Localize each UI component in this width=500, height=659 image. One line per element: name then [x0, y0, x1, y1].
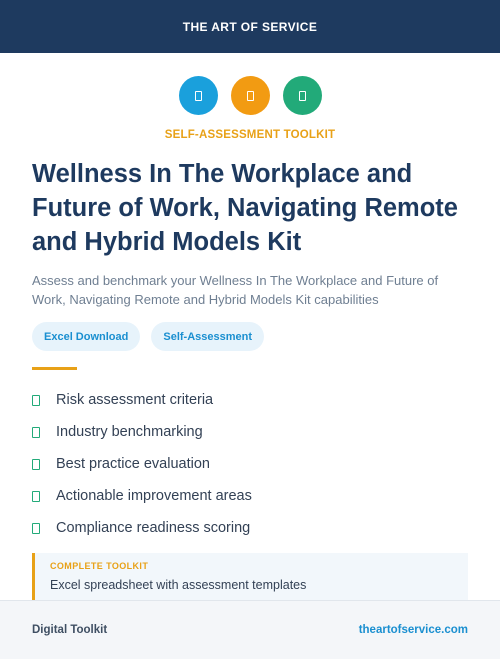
check-icon [32, 523, 40, 534]
check-icon [32, 459, 40, 470]
feature-label: Industry benchmarking [56, 424, 203, 440]
footer [0, 600, 500, 659]
feature-item [32, 384, 252, 416]
feature-label: Actionable improvement areas [56, 488, 252, 504]
accent-divider [32, 367, 77, 370]
tag-excel-download: Excel Download [32, 322, 140, 351]
callout-label: COMPLETE TOOLKIT [50, 561, 149, 571]
tag-list [32, 322, 264, 351]
document-icon [231, 76, 270, 115]
kicker-label: SELF-ASSESSMENT TOOLKIT [164, 129, 336, 141]
callout-text: Excel spreadsheet with assessment templates [50, 578, 307, 592]
feature-item [32, 448, 252, 480]
check-icon [32, 427, 40, 438]
feature-item [32, 480, 252, 512]
footer-product-type: Digital Toolkit [32, 624, 108, 636]
document-icon [179, 76, 218, 115]
icon-row [0, 76, 500, 115]
feature-label: Best practice evaluation [56, 456, 210, 472]
top-banner [0, 0, 500, 53]
document-icon [283, 76, 322, 115]
feature-item [32, 416, 252, 448]
check-icon [32, 395, 40, 406]
feature-list [32, 384, 252, 544]
page-subtitle: Assess and benchmark your Wellness In The Workplace and Future of Work, Navigating Remote and Hybrid Models Kit capabilities [32, 273, 439, 307]
toolkit-callout [32, 553, 468, 600]
footer-website-link[interactable]: theartofservice.com [358, 624, 468, 636]
brand-name: THE ART OF SERVICE [182, 19, 318, 34]
feature-item [32, 512, 252, 544]
check-icon [32, 491, 40, 502]
tag-self-assessment: Self-Assessment [151, 322, 264, 351]
page-title: Wellness In The Workplace and Future of Work, Navigating Remote and Hybrid Models Kit [32, 160, 458, 256]
feature-label: Compliance readiness scoring [56, 520, 251, 536]
feature-label: Risk assessment criteria [56, 392, 214, 408]
